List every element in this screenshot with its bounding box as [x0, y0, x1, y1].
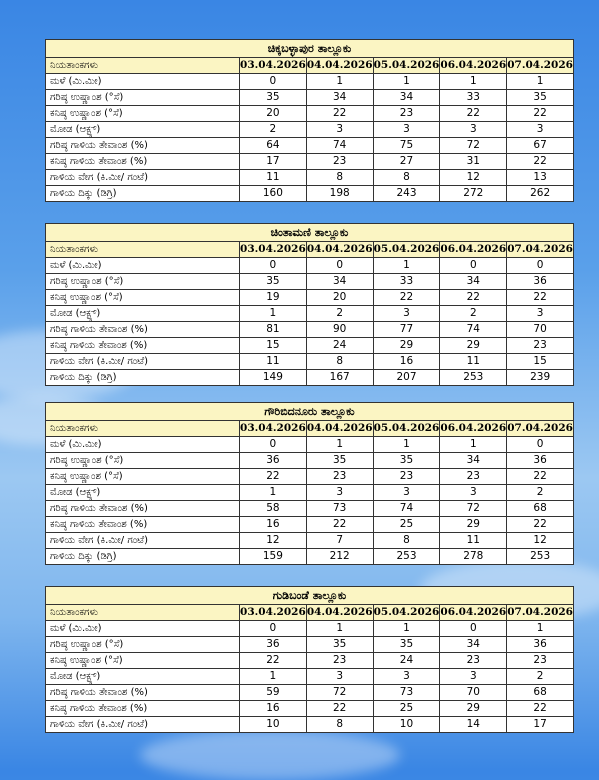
forecast-value: 22 [440, 106, 507, 122]
parameter-label: ಗರಿಷ್ಠ ಗಾಳಿಯ ತೇವಾಂಶ (%) [46, 501, 240, 517]
forecast-value: 8 [306, 717, 373, 733]
forecast-value: 23 [507, 653, 574, 669]
forecast-value: 3 [507, 306, 574, 322]
taluk-title: ಗೌರಿಬಿದನೂರು ತಾಲ್ಲೂಕು [46, 403, 574, 421]
table-row [46, 485, 574, 501]
forecast-value: 1 [373, 258, 440, 274]
forecast-value: 24 [373, 653, 440, 669]
date-header: 04.04.2026 [306, 58, 373, 74]
forecast-value: 34 [306, 90, 373, 106]
forecast-value: 2 [507, 485, 574, 501]
forecast-value: 3 [306, 122, 373, 138]
parameter-label: ಕನಿಷ್ಠ ಉಷ್ಣಾಂಶ (°ಸೆ) [46, 469, 240, 485]
forecast-value: 23 [507, 338, 574, 354]
forecast-value: 1 [240, 485, 307, 501]
table-row [46, 621, 574, 637]
forecast-value: 8 [373, 533, 440, 549]
forecast-value: 68 [507, 501, 574, 517]
forecast-value: 35 [306, 637, 373, 653]
forecast-value: 8 [373, 170, 440, 186]
forecast-value: 239 [507, 370, 574, 386]
table-row [46, 122, 574, 138]
forecast-value: 23 [373, 469, 440, 485]
forecast-value: 72 [440, 138, 507, 154]
table-row [46, 685, 574, 701]
forecast-value: 70 [440, 685, 507, 701]
forecast-value: 0 [507, 258, 574, 274]
forecast-value: 16 [240, 701, 307, 717]
date-header: 07.04.2026 [507, 421, 574, 437]
forecast-value: 74 [440, 322, 507, 338]
table-row [46, 306, 574, 322]
forecast-value: 272 [440, 186, 507, 202]
date-header: 03.04.2026 [240, 605, 307, 621]
forecast-value: 35 [240, 274, 307, 290]
parameter-label: ಕನಿಷ್ಠ ಗಾಳಿಯ ತೇವಾಂಶ (%) [46, 517, 240, 533]
forecast-value: 159 [240, 549, 307, 565]
parameter-label: ಕನಿಷ್ಠ ಗಾಳಿಯ ತೇವಾಂಶ (%) [46, 701, 240, 717]
forecast-value: 243 [373, 186, 440, 202]
forecast-value: 68 [507, 685, 574, 701]
forecast-value: 0 [440, 258, 507, 274]
table-row [46, 437, 574, 453]
date-header: 03.04.2026 [240, 421, 307, 437]
forecast-value: 22 [306, 701, 373, 717]
forecast-value: 2 [306, 306, 373, 322]
forecast-value: 22 [306, 106, 373, 122]
date-header: 07.04.2026 [507, 58, 574, 74]
parameter-label: ಕನಿಷ್ಠ ಗಾಳಿಯ ತೇವಾಂಶ (%) [46, 154, 240, 170]
forecast-value: 0 [240, 74, 307, 90]
forecast-value: 10 [373, 717, 440, 733]
forecast-value: 36 [240, 453, 307, 469]
forecast-value: 0 [507, 437, 574, 453]
table-row [46, 669, 574, 685]
forecast-value: 3 [373, 122, 440, 138]
forecast-value: 35 [240, 90, 307, 106]
table-row [46, 370, 574, 386]
forecast-value: 253 [507, 549, 574, 565]
forecast-value: 81 [240, 322, 307, 338]
table-row [46, 653, 574, 669]
forecast-value: 22 [507, 290, 574, 306]
forecast-value: 29 [373, 338, 440, 354]
forecast-value: 72 [440, 501, 507, 517]
forecast-value: 15 [240, 338, 307, 354]
forecast-value: 22 [507, 154, 574, 170]
date-header: 06.04.2026 [440, 605, 507, 621]
forecast-value: 11 [240, 354, 307, 370]
forecast-value: 23 [440, 653, 507, 669]
forecast-value: 29 [440, 701, 507, 717]
forecast-value: 59 [240, 685, 307, 701]
table-row [46, 258, 574, 274]
parameter-label: ಮೋಡ (ಆಕ್ಟ್ಸ್) [46, 306, 240, 322]
forecast-value: 1 [373, 621, 440, 637]
parameter-label: ಗಾಳಿಯ ದಿಕ್ಕು (ಡಿಗ್ರಿ) [46, 186, 240, 202]
forecast-value: 36 [507, 637, 574, 653]
forecast-value: 90 [306, 322, 373, 338]
parameter-label: ಕನಿಷ್ಠ ಉಷ್ಣಾಂಶ (°ಸೆ) [46, 106, 240, 122]
forecast-value: 207 [373, 370, 440, 386]
forecast-value: 15 [507, 354, 574, 370]
table-row [46, 533, 574, 549]
forecast-value: 58 [240, 501, 307, 517]
forecast-value: 22 [373, 290, 440, 306]
date-header: 05.04.2026 [373, 58, 440, 74]
forecast-value: 12 [507, 533, 574, 549]
table-row [46, 74, 574, 90]
date-header: 05.04.2026 [373, 242, 440, 258]
forecast-value: 262 [507, 186, 574, 202]
table-row [46, 354, 574, 370]
forecast-value: 74 [373, 501, 440, 517]
forecast-value: 25 [373, 517, 440, 533]
forecast-value: 0 [240, 621, 307, 637]
table-row [46, 338, 574, 354]
forecast-value: 17 [240, 154, 307, 170]
taluk-title: ಚಿಂತಾಮಣಿ ತಾಲ್ಲೂಕು [46, 224, 574, 242]
forecast-value: 74 [306, 138, 373, 154]
parameter-label: ಗಾಳಿಯ ವೇಗ (ಕಿ.ಮೀ/ ಗಂಟೆ) [46, 717, 240, 733]
table-row [46, 138, 574, 154]
forecast-value: 3 [440, 485, 507, 501]
forecast-value: 3 [373, 485, 440, 501]
forecast-value: 34 [306, 274, 373, 290]
table-row [46, 469, 574, 485]
forecast-value: 7 [306, 533, 373, 549]
parameter-label: ಕನಿಷ್ಠ ಉಷ್ಣಾಂಶ (°ಸೆ) [46, 290, 240, 306]
forecast-value: 1 [306, 74, 373, 90]
table-row [46, 106, 574, 122]
parameter-label: ಮೋಡ (ಆಕ್ಟ್ಸ್) [46, 669, 240, 685]
forecast-value: 13 [507, 170, 574, 186]
parameter-label: ಗಾಳಿಯ ವೇಗ (ಕಿ.ಮೀ/ ಗಂಟೆ) [46, 533, 240, 549]
forecast-value: 23 [306, 653, 373, 669]
parameter-label: ಮಳೆ (ಮಿ.ಮೀ) [46, 74, 240, 90]
forecast-value: 34 [373, 90, 440, 106]
parameter-label: ಗರಿಷ್ಠ ಗಾಳಿಯ ತೇವಾಂಶ (%) [46, 322, 240, 338]
taluk-forecast-table [45, 223, 574, 386]
table-row [46, 701, 574, 717]
table-row [46, 717, 574, 733]
forecast-value: 33 [440, 90, 507, 106]
forecast-value: 16 [240, 517, 307, 533]
forecast-value: 35 [373, 453, 440, 469]
table-row [46, 501, 574, 517]
forecast-value: 1 [240, 669, 307, 685]
forecast-value: 3 [306, 485, 373, 501]
forecast-value: 75 [373, 138, 440, 154]
date-header: 07.04.2026 [507, 242, 574, 258]
forecast-value: 17 [507, 717, 574, 733]
forecast-value: 0 [440, 621, 507, 637]
forecast-value: 22 [507, 469, 574, 485]
parameter-label: ಗರಿಷ್ಠ ಗಾಳಿಯ ತೇವಾಂಶ (%) [46, 685, 240, 701]
forecast-value: 253 [373, 549, 440, 565]
forecast-value: 19 [240, 290, 307, 306]
forecast-value: 22 [440, 290, 507, 306]
forecast-value: 1 [507, 74, 574, 90]
forecast-value: 1 [440, 437, 507, 453]
parameter-label: ಗಾಳಿಯ ದಿಕ್ಕು (ಡಿಗ್ರಿ) [46, 549, 240, 565]
parameter-label: ಮೋಡ (ಆಕ್ಟ್ಸ್) [46, 485, 240, 501]
parameter-label: ಗರಿಷ್ಠ ಉಷ್ಣಾಂಶ (°ಸೆ) [46, 453, 240, 469]
forecast-value: 73 [306, 501, 373, 517]
forecast-value: 10 [240, 717, 307, 733]
forecast-value: 2 [240, 122, 307, 138]
forecast-value: 23 [306, 154, 373, 170]
forecast-value: 20 [240, 106, 307, 122]
parameter-label: ಗರಿಷ್ಠ ಉಷ್ಣಾಂಶ (°ಸೆ) [46, 90, 240, 106]
forecast-value: 253 [440, 370, 507, 386]
parameters-header: ನಿಯತಾಂಕಗಳು [46, 605, 240, 621]
table-row [46, 170, 574, 186]
date-header: 05.04.2026 [373, 421, 440, 437]
parameter-label: ಕನಿಷ್ಠ ಉಷ್ಣಾಂಶ (°ಸೆ) [46, 653, 240, 669]
date-header: 06.04.2026 [440, 421, 507, 437]
forecast-value: 24 [306, 338, 373, 354]
forecast-value: 23 [373, 106, 440, 122]
table-row [46, 90, 574, 106]
forecast-value: 33 [373, 274, 440, 290]
forecast-value: 167 [306, 370, 373, 386]
forecast-value: 8 [306, 354, 373, 370]
parameter-label: ಮಳೆ (ಮಿ.ಮೀ) [46, 437, 240, 453]
forecast-value: 67 [507, 138, 574, 154]
forecast-value: 35 [373, 637, 440, 653]
date-header: 03.04.2026 [240, 242, 307, 258]
forecast-value: 1 [306, 621, 373, 637]
forecast-value: 1 [440, 74, 507, 90]
forecast-value: 149 [240, 370, 307, 386]
table-row [46, 517, 574, 533]
forecast-value: 1 [240, 306, 307, 322]
date-header: 06.04.2026 [440, 58, 507, 74]
parameter-label: ಗರಿಷ್ಠ ಉಷ್ಣಾಂಶ (°ಸೆ) [46, 274, 240, 290]
date-header: 06.04.2026 [440, 242, 507, 258]
forecast-value: 22 [306, 517, 373, 533]
table-row [46, 637, 574, 653]
forecast-value: 0 [240, 437, 307, 453]
parameter-label: ಗಾಳಿಯ ವೇಗ (ಕಿ.ಮೀ/ ಗಂಟೆ) [46, 170, 240, 186]
forecast-value: 34 [440, 453, 507, 469]
date-header: 04.04.2026 [306, 421, 373, 437]
forecast-value: 8 [306, 170, 373, 186]
table-row [46, 453, 574, 469]
forecast-value: 1 [373, 437, 440, 453]
forecast-value: 160 [240, 186, 307, 202]
taluk-forecast-table [45, 402, 574, 565]
taluk-title: ಚಿಕ್ಕಬಳ್ಳಾಪುರ ತಾಲ್ಲೂಕು [46, 40, 574, 58]
parameter-label: ಮೋಡ (ಆಕ್ಟ್ಸ್) [46, 122, 240, 138]
table-row [46, 549, 574, 565]
forecast-value: 1 [373, 74, 440, 90]
parameters-header: ನಿಯತಾಂಕಗಳು [46, 242, 240, 258]
forecast-value: 73 [373, 685, 440, 701]
forecast-value: 12 [240, 533, 307, 549]
forecast-value: 22 [507, 701, 574, 717]
forecast-value: 72 [306, 685, 373, 701]
forecast-value: 35 [507, 90, 574, 106]
forecast-value: 11 [440, 354, 507, 370]
forecast-value: 12 [440, 170, 507, 186]
forecast-value: 23 [306, 469, 373, 485]
forecast-value: 27 [373, 154, 440, 170]
parameter-label: ಗಾಳಿಯ ವೇಗ (ಕಿ.ಮೀ/ ಗಂಟೆ) [46, 354, 240, 370]
date-header: 04.04.2026 [306, 605, 373, 621]
taluk-title: ಗುಡಿಬಂಡೆ ತಾಲ್ಲೂಕು [46, 587, 574, 605]
forecast-value: 11 [440, 533, 507, 549]
forecast-value: 29 [440, 338, 507, 354]
parameter-label: ಗರಿಷ್ಠ ಗಾಳಿಯ ತೇವಾಂಶ (%) [46, 138, 240, 154]
forecast-value: 22 [240, 469, 307, 485]
parameter-label: ಮಳೆ (ಮಿ.ಮೀ) [46, 621, 240, 637]
forecast-value: 3 [306, 669, 373, 685]
forecast-value: 3 [507, 122, 574, 138]
table-row [46, 290, 574, 306]
background-cloud [140, 730, 400, 780]
forecast-value: 64 [240, 138, 307, 154]
forecast-value: 3 [373, 669, 440, 685]
date-header: 03.04.2026 [240, 58, 307, 74]
forecast-value: 35 [306, 453, 373, 469]
forecast-value: 36 [507, 274, 574, 290]
date-header: 07.04.2026 [507, 605, 574, 621]
table-row [46, 154, 574, 170]
forecast-value: 16 [373, 354, 440, 370]
forecast-value: 14 [440, 717, 507, 733]
forecast-value: 22 [507, 517, 574, 533]
forecast-value: 70 [507, 322, 574, 338]
forecast-value: 20 [306, 290, 373, 306]
forecast-value: 1 [306, 437, 373, 453]
forecast-value: 11 [240, 170, 307, 186]
forecast-value: 36 [507, 453, 574, 469]
forecast-value: 3 [373, 306, 440, 322]
parameters-header: ನಿಯತಾಂಕಗಳು [46, 58, 240, 74]
forecast-value: 34 [440, 637, 507, 653]
parameter-label: ಗಾಳಿಯ ದಿಕ್ಕು (ಡಿಗ್ರಿ) [46, 370, 240, 386]
forecast-value: 34 [440, 274, 507, 290]
table-row [46, 274, 574, 290]
forecast-value: 31 [440, 154, 507, 170]
forecast-value: 2 [440, 306, 507, 322]
parameter-label: ಗರಿಷ್ಠ ಉಷ್ಣಾಂಶ (°ಸೆ) [46, 637, 240, 653]
forecast-value: 77 [373, 322, 440, 338]
forecast-value: 0 [306, 258, 373, 274]
forecast-value: 278 [440, 549, 507, 565]
forecast-value: 22 [507, 106, 574, 122]
forecast-value: 25 [373, 701, 440, 717]
forecast-value: 2 [507, 669, 574, 685]
forecast-value: 212 [306, 549, 373, 565]
forecast-value: 3 [440, 669, 507, 685]
date-header: 04.04.2026 [306, 242, 373, 258]
forecast-value: 3 [440, 122, 507, 138]
forecast-value: 23 [440, 469, 507, 485]
taluk-forecast-table [45, 39, 574, 202]
forecast-value: 22 [240, 653, 307, 669]
taluk-forecast-table [45, 586, 574, 733]
forecast-value: 36 [240, 637, 307, 653]
table-row [46, 322, 574, 338]
parameter-label: ಮಳೆ (ಮಿ.ಮೀ) [46, 258, 240, 274]
forecast-value: 1 [507, 621, 574, 637]
forecast-value: 0 [240, 258, 307, 274]
forecast-value: 198 [306, 186, 373, 202]
table-row [46, 186, 574, 202]
date-header: 05.04.2026 [373, 605, 440, 621]
parameter-label: ಕನಿಷ್ಠ ಗಾಳಿಯ ತೇವಾಂಶ (%) [46, 338, 240, 354]
parameters-header: ನಿಯತಾಂಕಗಳು [46, 421, 240, 437]
forecast-value: 29 [440, 517, 507, 533]
